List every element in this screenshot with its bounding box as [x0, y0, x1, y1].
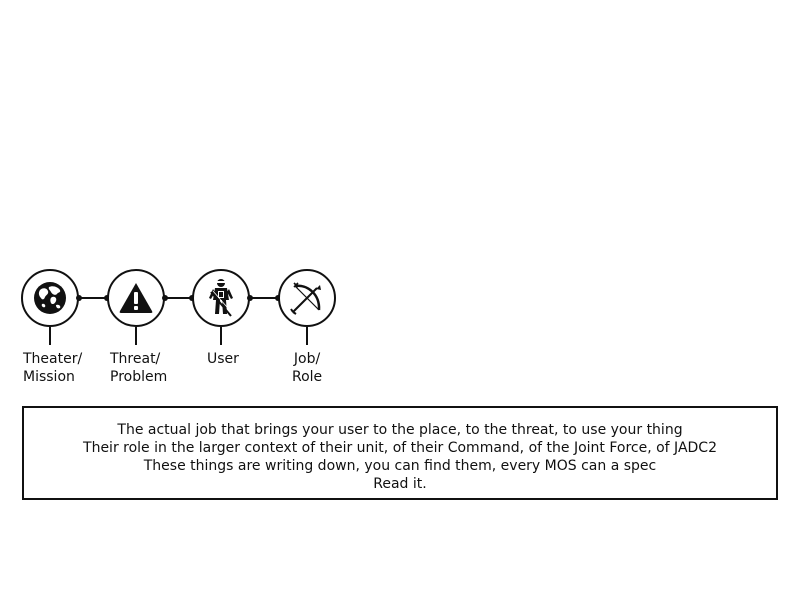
user-node [192, 269, 250, 327]
threat-node [107, 269, 165, 327]
user-stem [220, 327, 222, 345]
job-label: Job/ Role [292, 351, 323, 385]
globe-icon [30, 278, 70, 318]
warning-icon [116, 278, 156, 318]
soldier-icon [201, 276, 241, 320]
connector-threat-user [165, 297, 192, 299]
description-line-4: Read it. [373, 476, 427, 492]
threat-stem [135, 327, 137, 345]
description-box [22, 406, 778, 500]
job-stem [306, 327, 308, 345]
bow-arrow-icon [287, 278, 327, 318]
user-label: User [207, 351, 239, 367]
description-line-1: The actual job that brings your user to the place, to the threat, to use your thing [117, 422, 683, 438]
connector-user-job [250, 297, 278, 299]
theater-stem [49, 327, 51, 345]
theater-label: Theater/ Mission [23, 351, 83, 385]
description-line-3: These things are writing down, you can find them, every MOS can a spec [143, 458, 657, 474]
connector-theater-threat [79, 297, 107, 299]
threat-label: Threat/ Problem [110, 351, 168, 385]
description-line-2: Their role in the larger context of their unit, of their Command, of the Joint Force, of JADC2 [83, 440, 717, 456]
job-node [278, 269, 336, 327]
theater-node [21, 269, 79, 327]
